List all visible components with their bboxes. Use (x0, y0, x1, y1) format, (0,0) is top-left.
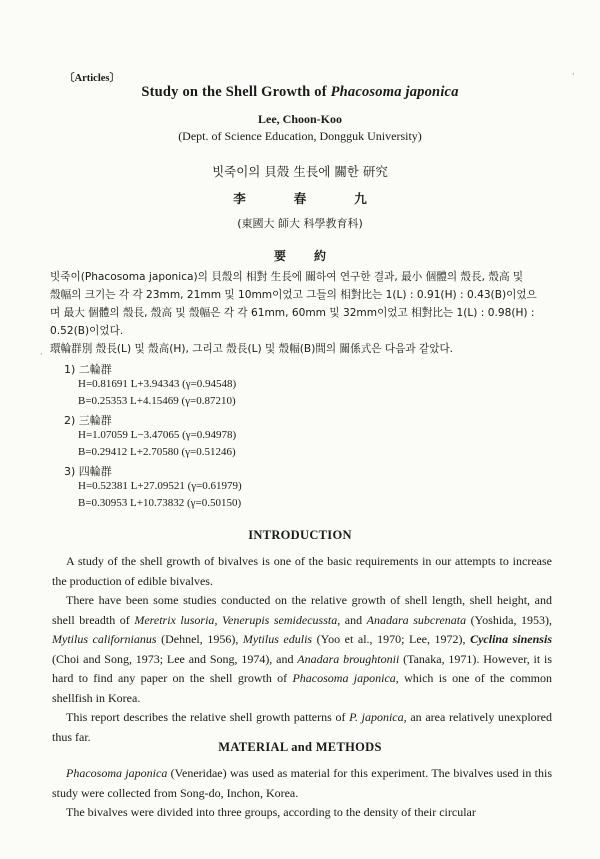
abstract-line: 殼幅의 크기는 각 각 23mm, 21mm 및 10mm이었고 그들의 相對比는 1(L) : 0.91(H) : 0.43(B)이었으 (50, 289, 537, 301)
text-run: (Tanaka, 1971). However, it is hard to find any paper on the shell growth of (52, 651, 552, 685)
article-tag: 〔Articles〕 (64, 73, 120, 84)
text-run: (Yoshida, 1953), (466, 612, 553, 627)
text-run: (Yoo et al., 1970; Lee, 1972), (312, 632, 471, 646)
species-name: P. japonica, (349, 710, 407, 724)
regression-equation: H=0.52381 L+27.09521 (γ=0.61979) (78, 480, 242, 492)
intro-paragraph-1: A study of the shell growth of bivalves is one of the basic requirements in our attempts to increase the production of edible bivalves. (52, 554, 552, 588)
korean-affiliation: (東國大 師大 科學教育科) (237, 217, 363, 230)
abstract-line: 빗죽이(Phacosoma japonica)의 貝殼의 相對 生長에 關하여 연구한 결과, 最小 個體의 殼長, 殼高 및 (50, 271, 524, 283)
group-label: 1) 二輪群 (64, 363, 112, 376)
text-run: (Dehnel, 1956), (156, 632, 243, 646)
abstract-line: 環輪群別 殼長(L) 및 殼高(H), 그리고 殼長(L) 및 殼幅(B)間의 關係式은 다음과 같았다. (50, 343, 454, 355)
text-run: (Choi and Song, 1973; Lee and Song, 1974), and (52, 651, 298, 666)
paper-title (0, 84, 600, 101)
regression-equation: H=1.07059 L−3.47065 (γ=0.94978) (78, 429, 237, 441)
regression-equation: B=0.30953 L+10.73832 (γ=0.50150) (78, 497, 242, 509)
regression-equation: B=0.29412 L+2.70580 (γ=0.51246) (78, 446, 236, 458)
species-name: Anadara broughtonii (297, 651, 400, 666)
scan-speck: · (40, 350, 43, 359)
regression-equation: H=0.81691 L+3.94343 (γ=0.94548) (78, 378, 237, 390)
species-name: Phacosoma japonica (292, 671, 396, 685)
group-label: 3) 四輪群 (64, 465, 112, 478)
introduction-heading: INTRODUCTION (248, 528, 352, 542)
korean-title: 빗죽이의 貝殼 生長에 關한 研究 (212, 164, 388, 179)
species-name: Phacosoma japonica (66, 766, 168, 780)
scan-speck: · (572, 70, 575, 79)
regression-equation: B=0.25353 L+4.15469 (γ=0.87210) (78, 395, 236, 407)
text-run: , (214, 612, 222, 627)
abstract-line: 0.52(B)이었다. (50, 325, 124, 337)
text-run: There have been some studies conducted on the relative growth of shell length, shell height, and shell breadth of (52, 593, 552, 627)
intro-paragraph-2 (52, 591, 552, 708)
species-name: Anadara subcrenata (366, 612, 467, 627)
group-label: 2) 三輪群 (64, 414, 112, 427)
korean-author: 李春九 (233, 191, 415, 206)
methods-body (52, 764, 552, 823)
text-run: an area relatively unexplored thus far. (52, 710, 553, 744)
species-name: Cyclina sinensis (470, 632, 552, 646)
title-text: Study on the Shell Growth of (141, 84, 331, 100)
abstract-line: 며 最大 個體의 殼長, 殼高 및 殼幅은 각 각 61mm, 60mm 및 32mm이었고 相對比는 1(L) : 0.98(H) : (50, 307, 535, 319)
species-name: Meretrix lusoria (134, 612, 215, 627)
introduction-body (52, 552, 552, 747)
text-run: (Veneridae) was used as material for this experiment. The bivalves used in this study were collected from Song-do, Inchon, Korea. (52, 766, 552, 800)
methods-paragraph-2: The bivalves were divided into three groups, according to the density of their circular (66, 805, 476, 819)
author-affiliation: (Dept. of Science Education, Dongguk University) (178, 129, 422, 143)
species-name: Mytilus edulis (242, 632, 313, 646)
text-run: This report describes the relative shell growth patterns of (66, 710, 350, 724)
title-species: Phacosoma japonica (330, 84, 459, 100)
author-name: Lee, Choon-Koo (258, 112, 342, 126)
abstract-heading: 要約 (273, 249, 354, 263)
text-run: , which is one of the common shellfish in Korea. (52, 671, 552, 705)
species-name: Venerupis semidecussta (222, 612, 338, 627)
methods-paragraph-1 (52, 764, 552, 803)
methods-heading: MATERIAL and METHODS (218, 740, 382, 754)
species-name: Mytilus californianus (52, 632, 157, 646)
text-run: , and (337, 612, 367, 627)
